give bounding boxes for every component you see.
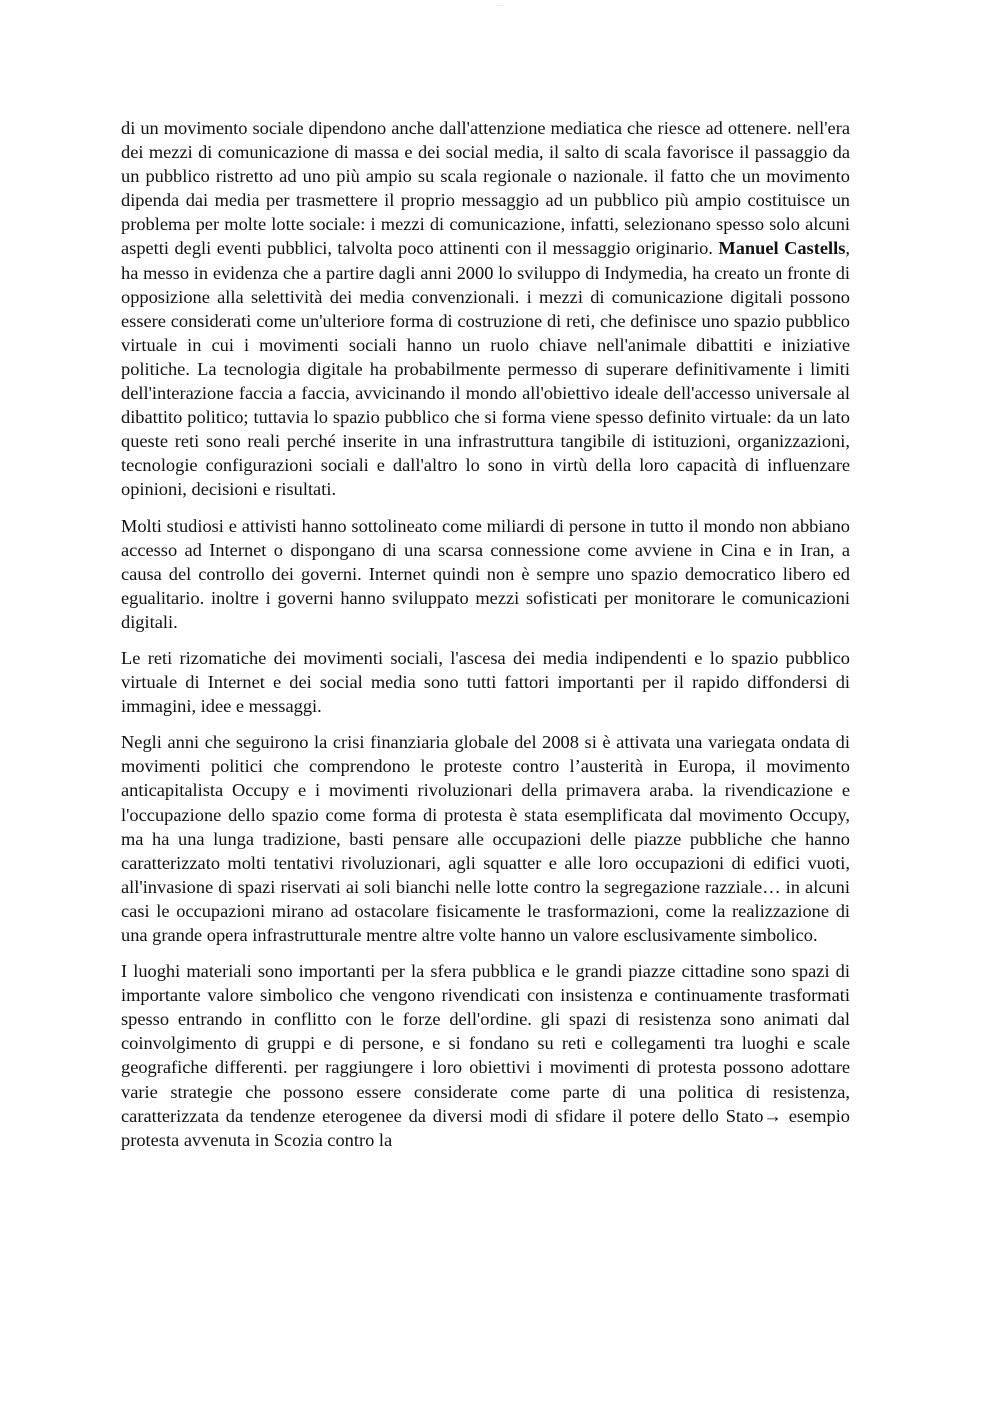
- paragraph-1-text-end: , ha messo in evidenza che a partire dagli anni 2000 lo sviluppo di Indymedia, ha creato un fronte di opposizione alla selettività dei media convenzionali. i mezzi di comunicazione digitali possono essere considerati come un'ulteriore forma di costruzione di reti, che definisce uno spazio pubblico virtuale in cui i movimenti sociali hanno un ruolo chiave nell'animale dibattiti e iniziative politiche. La tecnologia digitale ha probabilmente permesso di superare definitivamente i limiti dell'interazione faccia a faccia, avvicinando il mondo all'obiettivo ideale dell'accesso universale al dibattito politico; tuttavia lo spazio pubblico che si forma viene spesso definito virtuale: da un lato queste reti sono reali perché inserite in una infrastruttura tangibile di istituzioni, organizzazioni, tecnologie configurazioni sociali e dall'altro lo sono in virtù della loro capacità di influenzare opinioni, decisioni e risultati.: [121, 238, 850, 500]
- paragraph-4: Negli anni che seguirono la crisi finanziaria globale del 2008 si è attivata una variegata ondata di movimenti politici che comprendono le proteste contro l’austerità in Europa, il movimento anticapitalista Occupy e i movimenti rivoluzionari della primavera araba. la rivendicazione e l'occupazione dello spazio come forma di protesta è stata esemplificata dal movimento Occupy, ma ha una lunga tradizione, basti pensare alle occupazioni delle piazze pubbliche che hanno caratterizzato molti tentativi rivoluzionari, agli squatter e alle loro occupazioni di edifici vuoti, all'invasione di spazi riservati ai soli bianchi nelle lotte contro la segregazione razziale… in alcuni casi le occupazioni mirano ad ostacolare fisicamente le trasformazioni, come la realizzazione di una grande opera infrastrutturale mentre altre volte hanno un valore esclusivamente simbolico.: [121, 732, 850, 945]
- paragraph-1-text-start: di un movimento sociale dipendono anche dall'attenzione mediatica che riesce ad ottenere. nell'era dei mezzi di comunicazione di massa e dei social media, il salto di scala favorisce il passaggio da un pubblico ristretto ad uno più ampio su scala regionale o nazionale. il fatto che un movimento dipenda dai media per trasmettere il proprio messaggio ad un pubblico più ampio costituisce un problema per molte lotte sociale: i mezzi di comunicazione, infatti, selezionano spesso solo alcuni aspetti degli eventi pubblici, talvolta poco attinenti con il messaggio originario.: [121, 118, 850, 259]
- paragraph-2: Molti studiosi e attivisti hanno sottolineato come miliardi di persone in tutto il mondo non abbiano accesso ad Internet o dispongano di una scarsa connessione come avviene in Cina e in Iran, a causa del controllo dei governi. Internet quindi non è sempre uno spazio democratico libero ed egualitario. inoltre i governi hanno sviluppato mezzi sofisticati per monitorare le comunicazioni digitali.: [121, 515, 850, 632]
- page-header-mark: ────: [495, 3, 505, 7]
- author-name-bold: Manuel Castells: [718, 238, 846, 259]
- paragraph-5: I luoghi materiali sono importanti per la sfera pubblica e le grandi piazze cittadine sono spazi di importante valore simbolico che vengono rivendicati con insistenza e continuamente trasformati spesso entrando in conflitto con le forze dell'ordine. gli spazi di resistenza sono animati dal coinvolgimento di gruppi e di persone, e si fondano su reti e collegamenti tra luoghi e scale geografiche differenti. per raggiungere i loro obiettivi i movimenti di protesta possono adottare varie strategie che possono essere considerate come parte di una politica di resistenza, caratterizzata da tendenze eterogenee da diversi modi di sfidare il potere dello Stato→ esempio protesta avvenuta in Scozia contro la: [121, 961, 850, 1150]
- document-body: [121, 116, 850, 1164]
- paragraph-3: Le reti rizomatiche dei movimenti sociali, l'ascesa dei media indipendenti e lo spazio pubblico virtuale di Internet e dei social media sono tutti fattori importanti per il rapido diffondersi di immagini, idee e messaggi.: [121, 647, 850, 717]
- paragraph-1: [121, 116, 850, 502]
